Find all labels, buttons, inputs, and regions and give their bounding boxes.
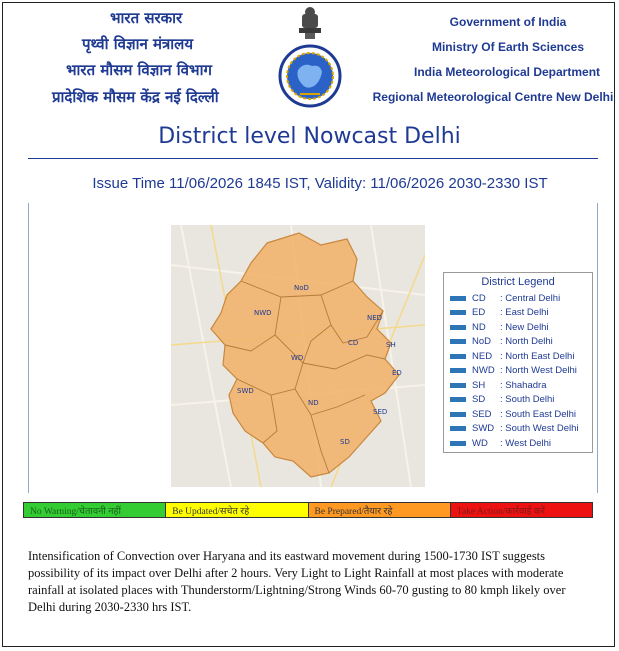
legend-district-name: : New Delhi <box>500 321 549 333</box>
legend-code: ND <box>472 321 486 333</box>
legend-district-name: : Shahadra <box>500 379 547 391</box>
legend-district-name: : East Delhi <box>500 307 549 318</box>
legend-item <box>450 320 549 334</box>
legend-item <box>450 349 574 363</box>
imd-seal-icon <box>280 46 340 106</box>
map-label-cd: CD <box>348 339 359 347</box>
issue-validity-line: Issue Time 11/06/2026 1845 IST, Validity: 11/06/2026 2030-2330 IST <box>92 175 548 192</box>
map-label-wd: WD <box>291 354 304 362</box>
hindi-header-line-2: पृथ्वी विज्ञान मंत्रालय <box>82 35 194 53</box>
english-header-line-1: Government of India <box>449 15 567 29</box>
legend-item <box>450 306 549 320</box>
legend-title: District Legend <box>481 276 555 288</box>
english-header-line-4: Regional Meteorological Centre New Delhi <box>372 90 614 104</box>
legend-swatch <box>450 354 466 359</box>
legend-swatch <box>450 426 466 431</box>
map-label-sh: SH <box>386 341 396 349</box>
legend-district-name: : North West Delhi <box>500 365 577 376</box>
map-label-ed: ED <box>392 369 402 377</box>
legend-district-name: : South Delhi <box>500 394 555 405</box>
legend-code: ED <box>472 307 486 318</box>
map-label-sed: SED <box>373 408 388 416</box>
warning-level-no-warning: No Warning/चेतावनी नहीं <box>24 503 166 517</box>
legend-item <box>450 335 553 349</box>
legend-swatch <box>450 325 466 330</box>
map-label-nd: ND <box>308 399 319 407</box>
legend-code: NoD <box>472 336 492 347</box>
map-label-swd: SWD <box>237 387 254 395</box>
legend-item <box>450 378 546 392</box>
legend-swatch <box>450 368 466 373</box>
warning-level-be-updated: Be Updated/सचेत रहे <box>166 503 308 517</box>
warning-level-be-prepared: Be Prepared/तैयार रहे <box>309 503 451 517</box>
legend-item <box>450 364 577 378</box>
legend-swatch <box>450 412 466 417</box>
map-label-sd: SD <box>340 438 350 446</box>
legend-code: SH <box>472 379 486 391</box>
hindi-header-line-4: प्रादेशिक मौसम केंद्र नई दिल्ली <box>52 88 219 106</box>
legend-code: WD <box>472 437 488 449</box>
legend-swatch <box>450 441 466 446</box>
map-label-ned: NED <box>367 314 383 322</box>
legend-code: SED <box>472 408 492 420</box>
legend-item <box>450 291 560 305</box>
legend-district-name: : South East Delhi <box>500 408 577 420</box>
nowcast-bulletin-text: Intensification of Convection over Haryana and its eastward movement during 1500-1730 IST suggests possibility of its impact over Delhi after 2 hours. Very Light to Light Rainfall at most places with moderate rainfall at isolated places with Thunderstorm/Lightning/Strong Winds 60-70 gusting to 80 kmph likely over Delhi during 2030-2330 hrs IST. <box>28 549 566 614</box>
page-title: District level Nowcast Delhi <box>158 124 461 149</box>
legend-district-name: : Central Delhi <box>500 292 561 304</box>
title-divider <box>28 158 598 159</box>
legend-code: SWD <box>472 423 495 434</box>
map-label-nwd: NWD <box>254 309 272 317</box>
legend-item <box>450 436 551 450</box>
legend-code: SD <box>472 394 486 405</box>
legend-code: CD <box>472 292 486 304</box>
legend-swatch <box>450 383 466 388</box>
district-legend <box>443 272 593 453</box>
legend-code: NWD <box>472 365 495 376</box>
legend-district-name: : North Delhi <box>500 336 553 347</box>
legend-swatch <box>450 339 466 344</box>
legend-item <box>450 422 579 436</box>
hindi-header-line-3: भारत मौसम विज्ञान विभाग <box>66 61 212 79</box>
legend-code: NED <box>472 350 493 362</box>
legend-district-name: : West Delhi <box>500 437 552 449</box>
national-emblem-icon <box>299 7 321 39</box>
hindi-header-line-1: भारत सरकार <box>110 9 183 27</box>
english-header-line-2: Ministry Of Earth Sciences <box>431 40 585 54</box>
legend-swatch <box>450 296 466 301</box>
legend-item <box>450 393 554 407</box>
english-header-line-3: India Meteorological Department <box>413 65 601 79</box>
legend-district-name: : North East Delhi <box>500 350 575 362</box>
legend-item <box>450 407 576 421</box>
legend-district-name: : South West Delhi <box>500 423 579 434</box>
legend-swatch <box>450 310 466 315</box>
warning-level-bar <box>23 502 593 518</box>
warning-level-take-action: Take Action/कार्रवाई करें <box>451 503 592 517</box>
legend-swatch <box>450 397 466 402</box>
imd-emblem-logo <box>274 6 346 112</box>
map-label-nod: NoD <box>294 284 309 292</box>
